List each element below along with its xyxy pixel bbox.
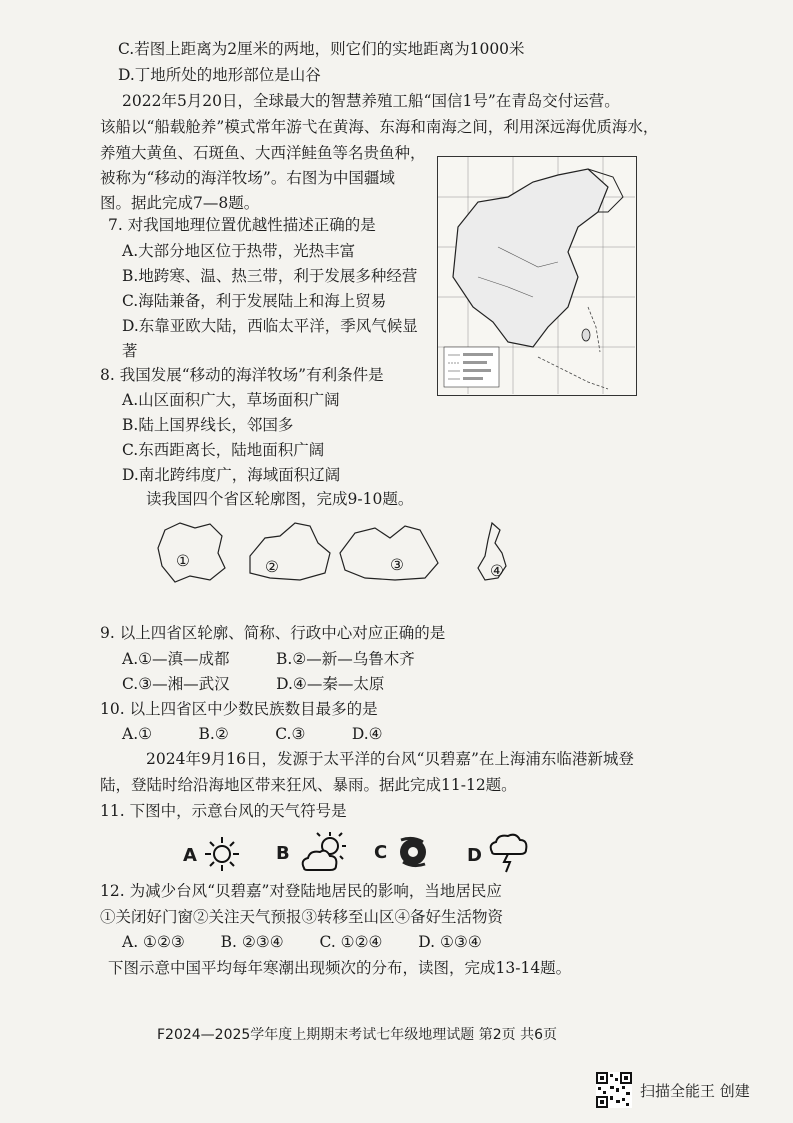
province-outlines [150, 518, 530, 588]
weather-option-d: D [467, 845, 482, 866]
text-line-l5: 养殖大黄鱼、石斑鱼、大西洋鲑鱼等名贵鱼种， [100, 144, 426, 162]
text-line-l9: A.大部分地区位于热带，光热丰富 [122, 242, 356, 260]
text-line-l26: 陆，登陆时给沿海地区带来狂风、暴雨。据此完成11-12题。 [100, 776, 517, 794]
text-line-l2: D.丁地所处的地形部位是山谷 [118, 66, 321, 84]
page-footer: F2024—2025学年度上期期末考试七年级地理试题 第2页 共6页 [157, 1027, 558, 1043]
text-line-l11: C.海陆兼备，利于发展陆上和海上贸易 [122, 292, 387, 310]
text-line-l6: 被称为“移动的海洋牧场”。右图为中国疆域 [100, 169, 395, 187]
text-line-l1: C.若图上距离为2厘米的两地，则它们的实地距离为1000米 [118, 40, 525, 58]
china-outline [453, 169, 608, 347]
province-label-3: ③ [390, 556, 404, 574]
text-line-l10: B.地跨寒、温、热三带，利于发展多种经营 [122, 267, 418, 285]
province-label-4: ④ [490, 562, 504, 580]
text-line-l14: 8. 我国发展“移动的海洋牧场”有利条件是 [100, 366, 384, 384]
text-line-l21: A.①—滇—成都 B.②—新—乌鲁木齐 [122, 650, 415, 668]
province-outline-1 [158, 523, 225, 582]
qr-code-icon [596, 1072, 632, 1108]
text-line-l19: 读我国四个省区轮廓图，完成9-10题。 [146, 490, 414, 508]
sun-icon [202, 834, 242, 874]
text-line-l12: D.东靠亚欧大陆，西临太平洋，季风气候显 [122, 317, 418, 335]
text-line-l27: 11. 下图中，示意台风的天气符号是 [100, 802, 347, 820]
thunderstorm-icon [486, 830, 530, 874]
text-line-l18: D.南北跨纬度广，海域面积辽阔 [122, 466, 341, 484]
text-line-l20: 9. 以上四省区轮廓、简称、行政中心对应正确的是 [100, 624, 446, 642]
text-line-l25: 2024年9月16日，发源于太平洋的台风“贝碧嘉”在上海浦东临港新城登 [146, 750, 634, 768]
province-outline-2 [250, 523, 330, 580]
text-line-l22: C.③—湘—武汉 D.④—秦—太原 [122, 675, 385, 693]
province-label-2: ② [265, 558, 279, 576]
province-outline-3 [340, 526, 438, 580]
text-line-l23: 10. 以上四省区中少数民族数目最多的是 [100, 700, 378, 718]
province-label-1: ① [176, 552, 190, 570]
text-line-l28: 12. 为减少台风“贝碧嘉”对登陆地居民的影响，当地居民应 [100, 882, 502, 900]
text-line-l30: A. ①②③ B. ②③④ C. ①②④ D. ①③④ [122, 933, 482, 951]
china-territory-map [437, 156, 637, 396]
weather-option-b: B [276, 843, 290, 864]
text-line-l8: 7. 对我国地理位置优越性描述正确的是 [108, 216, 376, 234]
text-line-l4: 该船以“船载舱养”模式常年游弋在黄海、东海和南海之间，利用深远海优质海水， [100, 118, 659, 136]
text-line-l7: 图。据此完成7—8题。 [100, 194, 260, 212]
china-map-drawing [438, 157, 635, 394]
text-line-l31: 下图示意中国平均每年寒潮出现频次的分布，读图，完成13-14题。 [108, 959, 572, 977]
weather-option-a: A [183, 845, 197, 866]
text-line-l24: A.① B.② C.③ D.④ [122, 725, 383, 743]
text-line-l3: 2022年5月20日，全球最大的智慧养殖工船“国信1号”在青岛交付运营。 [122, 92, 620, 110]
text-line-l16: B.陆上国界线长，邻国多 [122, 416, 294, 434]
text-line-l15: A.山区面积广大，草场面积广阔 [122, 391, 340, 409]
text-line-l17: C.东西距离长，陆地面积广阔 [122, 441, 325, 459]
weather-option-c: C [374, 842, 388, 863]
typhoon-icon [393, 832, 433, 872]
partly-cloudy-icon [298, 830, 350, 874]
scanner-watermark: 扫描全能王 创建 [640, 1082, 750, 1100]
text-line-l13: 著 [122, 342, 138, 360]
text-line-l29: ①关闭好门窗②关注天气预报③转移至山区④备好生活物资 [100, 908, 504, 926]
